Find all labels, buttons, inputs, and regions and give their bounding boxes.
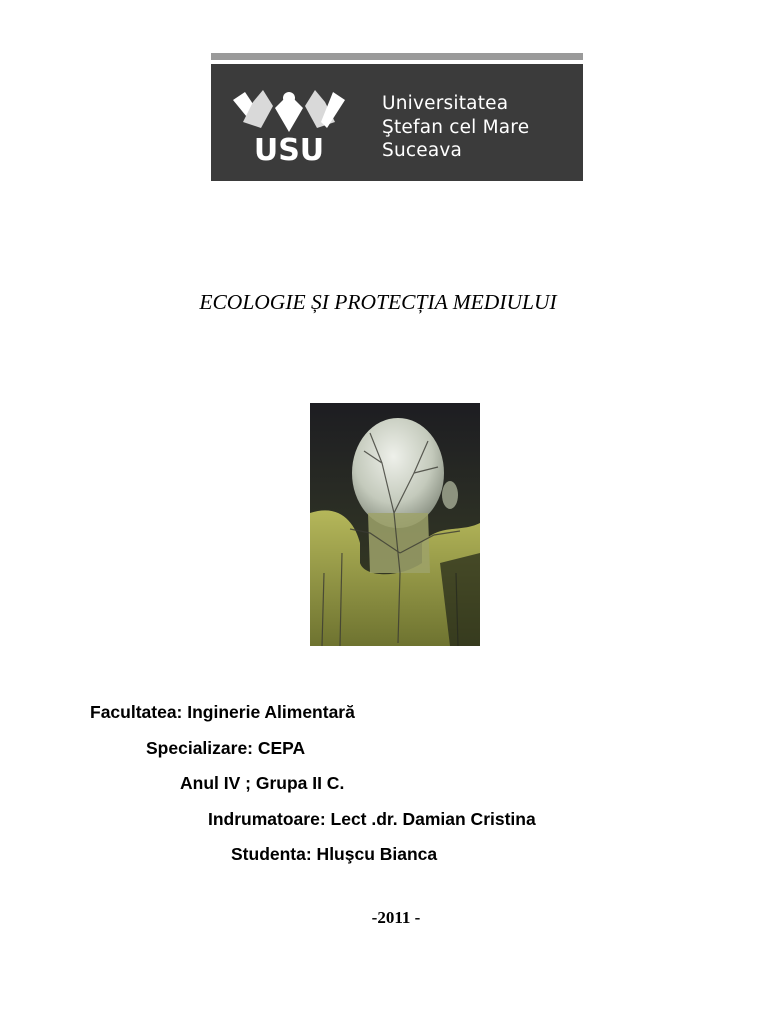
- student-line: Studenta: Hluşcu Bianca: [231, 844, 438, 864]
- year-group-line: Anul IV ; Grupa II C.: [180, 773, 345, 793]
- university-banner: [211, 64, 583, 181]
- header-rule: [211, 53, 583, 60]
- logo-emblem-icon: [233, 90, 345, 132]
- head-silhouette-forest-image: [310, 403, 480, 646]
- specialization-line: Specializare: CEPA: [146, 738, 306, 758]
- university-line-3: Suceava: [382, 140, 463, 161]
- document-title: ECOLOGIE ȘI PROTECȚIA MEDIULUI: [199, 290, 557, 314]
- university-line-1: Universitatea: [382, 93, 509, 114]
- advisor-line: Indrumatoare: Lect .dr. Damian Cristina: [208, 809, 536, 829]
- cover-image: [310, 403, 480, 646]
- university-logo: [231, 88, 347, 164]
- logo-text: USU: [253, 133, 325, 164]
- university-line-2: Ştefan cel Mare: [382, 116, 530, 138]
- faculty-line: Facultatea: Inginerie Alimentară: [90, 702, 355, 722]
- university-name: [382, 92, 582, 163]
- document-year: -2011 -: [371, 908, 421, 927]
